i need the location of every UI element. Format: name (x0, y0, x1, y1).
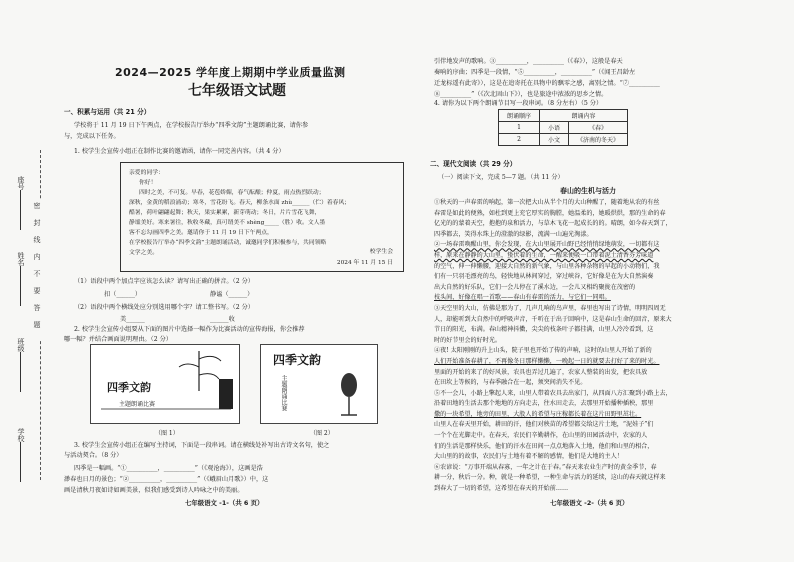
article-line-underlined: 人们开始准备春耕了，不再像冬日那样懒懒，一晚起一日的就要去打好了来的时光。 (434, 357, 660, 365)
page-2 (420, 0, 790, 562)
reading-instructions: （一）阅读下文，完成 5—7 题。（共 11 分） (438, 174, 564, 181)
section-1-heading: 一、积累与运用（共 21 分） (64, 108, 151, 116)
continued-line-1[interactable]: 引伴地发声的歌响。③__________，__________（《春》），这般是春天 (434, 58, 623, 65)
table-row (499, 134, 628, 146)
article-line-underlined: 样，原来在静静的大山里，蛰伏着的生命，一醒来便吸一口带着泥土清香芬芳味道 (434, 251, 654, 259)
table-cell: 《济南的冬天》 (569, 134, 628, 146)
section-2-heading: 二、现代文阅读（共 29 分） (430, 160, 517, 168)
question-3-line-1: 3. 校学生会宣传小组正在编写主持词，下面是一段串词。请在横线处补写出古诗文名句，使之 (74, 442, 330, 449)
table-cell: 2 (499, 134, 540, 146)
invite-hello: 你好！ (139, 180, 157, 186)
question-3-body-3: 画是清秋月夜如诗如画美景，似我们感受到诗人吟咏之中的美丽。 (64, 487, 244, 494)
invite-greeting: 亲爱的同学： (129, 170, 164, 176)
book-stack-icon (219, 379, 233, 409)
poster-figure-1[interactable] (90, 344, 240, 424)
table-cell: 《春》 (569, 122, 628, 134)
article-line: 人，却能听到大自然中的呼吸声音，千听在于出于回响中，这是春山生命的回音，原来大 (434, 315, 672, 323)
article-line: 春雷是如此的便熟，如杜到更上充它厚实的胸膛，她温柔的，她暖烘烘，那的生命的春 (434, 209, 666, 217)
seal-text: 密封线内不要答题 (33, 202, 41, 338)
exam-title: 2024—2025 学年度上期期中学业质量监测 (115, 66, 346, 79)
article-line: 节日的阳光，布满。春山精神抖擞，尖尖的枝条叶子都挂满，山里人冷冷看到，这 (434, 326, 654, 334)
invite-signature: 校学生会 (369, 249, 393, 255)
article-line-underlined: ②一场春雷唤醒山里，你会发现，在大山里展开山野已经悄悄绿地萌发，一切都有这 (434, 241, 660, 249)
question-1-2: （2）语段中两个横线处应分别选用哪个字？请工整书写。（2 分） (74, 304, 254, 311)
table-row (499, 122, 628, 134)
article-line: 沿着田地的生活去那个地地的方向走去，往水田走去，去那里开始播种插秧，那里 (434, 400, 654, 408)
question-2-line-1: 2. 校学生会宣传小组要从下面的图片中选择一幅作为比赛活动的宣传海报，你会推荐 (74, 326, 305, 333)
invitation-box (120, 162, 404, 272)
question-2-line-2: 哪一幅？并结合画面说明理由。（2 分） (64, 336, 172, 343)
intro-line-1: 学校将于 11 月 19 日下午两点，在学校报告厅举办“四季文韵”主题朗诵比赛，请你参 (74, 122, 309, 129)
seat-number-label: 座号 (17, 176, 25, 190)
article-line: ⑥农谚说：“万事开端从春寡，一年之计在于春。”春天来农业生产时的黄金季节，春 (434, 463, 657, 471)
invite-line: 文学之美。 (129, 250, 158, 256)
article-line: 山里人在春天里开始，耕田的汗，他们对秧苗的希望都交给这片土地，“泥娃子”们 (434, 421, 654, 429)
poster-1-title: 四季文韵 (107, 381, 151, 394)
article-line: 在田坎上等候的，与春季融合在一起，须突间消失不见。 (434, 379, 587, 387)
invite-line: 在学校报告厅举办“四季文韵”主题朗诵活动，诚邀同学们积极参与，共同领略 (129, 240, 327, 246)
article-line: ③天空里的大山，仿佛是那为了，几声几响的鸟声里，春里也写出了诗情，明明四周无 (434, 304, 666, 312)
article-line: 一个个在光脚走中。在春天，农民们辛勤耕作，在山里的田园活动中，农家的人 (434, 432, 648, 440)
table-cell: 1 (499, 122, 540, 134)
table-header: 朗诵内容 (540, 110, 628, 122)
article-title: 春山的生机与活力 (560, 186, 616, 195)
poster-1-subtitle: 主题朗诵比赛 (119, 401, 156, 408)
invite-line: 酷暑，荷叶翩翩起舞；秋天，果实累累，新芽萌动；冬日，片片雪花飞舞， (129, 210, 321, 216)
answer-pinyin-2[interactable]: 静谧（______） (210, 291, 254, 298)
school-blank[interactable] (20, 442, 21, 482)
table-cell: 小文 (540, 134, 569, 146)
invite-line: 四时之美，不可复。早春，花苞娇媚，春气酝酿；仲夏，雨点热烈跃动； (139, 190, 325, 196)
intro-line-2: 与，完成以下任务。 (64, 133, 120, 140)
article-line: 亿光的的蒙着天空，抱抱的泉和活力，与草木飞花一起成长的的。晴朗，如今春天到了， (434, 220, 672, 228)
article-line: 到春大了一切的希望，这希望在春天的开始前…… (434, 485, 569, 493)
continued-line-3[interactable]: 迁龙标遥有此寄》），这是在追寄托在具物中的飘零之感，离别之情。“⑦__________ (434, 80, 660, 87)
page-1-footer: 七年级语文 -1-（共 6 页） (185, 499, 264, 507)
article-line: 们有一只羽毛漂亮的鸟，轻快地从林间穿过，穿过峡谷，它好像是在为大自然演奏 (434, 273, 654, 281)
answer-char-2[interactable]: ______收 (210, 316, 235, 323)
invite-line: 静谧美好。寒来暑往，秋收冬藏，真可谓美不 shèng_____（胜）收。文人墨 (129, 220, 326, 226)
continued-line-2[interactable]: 奏响的序曲；四季是一段情，“⑤__________，__________”（《闻王昌龄左 (434, 69, 636, 76)
class-blank[interactable] (20, 352, 21, 392)
answer-char-1[interactable]: 美______ (120, 316, 145, 323)
article-line: ④夜! 太阳刚刚的升上山头，院子里也开始了传的声响，这时的山里人开始了新的 (434, 347, 652, 355)
microphone-icon (341, 373, 357, 397)
figure-2-caption: （图 2） (310, 430, 334, 437)
article-line: 大山里的的故事，农民们与土地有着不解的感情，他们是大地的主人！ (434, 453, 623, 461)
binding-margin (0, 0, 58, 562)
table-header: 朗诵顺序 (499, 110, 540, 122)
figure-1-caption: （图 1） (155, 430, 179, 437)
continued-line-4[interactable]: ⑧__________”（《次北固山下》），也是旅途中浓浓的思乡之情。 (434, 91, 608, 98)
program-table (498, 109, 628, 146)
question-4: 4. 请你为以下两个朗诵节目写一段串词。（8 分左右）（5 分） (434, 100, 603, 107)
article-line-underlined: 撒的一块希望，地旁的田里，大股人的希望与庄稼都长着在这片田野里茁壮。 (434, 410, 642, 418)
poster-2-title: 四季文韵 (273, 353, 322, 367)
invite-line: 深秋，金黄的稻浪涌动；寒冬，雪花纷飞。春天，柳条水面 zhù______（伫）着春风； (129, 200, 351, 206)
article-line: 时的好节里会的好时光。 (434, 336, 502, 344)
article-line: ⑤不一会儿，小路上擎起人来，山里人带着农具去出家门，从四面八方汇聚到小路上去， (434, 389, 672, 397)
name-label: 姓名 (17, 252, 25, 266)
question-3-body-1[interactable]: 四季是一幅画。“①__________，__________”（《观沧海》），这画是浩 (74, 465, 263, 472)
poster-2-subtitle: 主题朗诵比赛 (280, 375, 287, 411)
article-line-underlined: 枝头间，好像在唱一首歌——春山有春雷的活力，与它们一同唱。 (434, 294, 611, 302)
table-cell: 小语 (540, 122, 569, 134)
name-blank[interactable] (20, 266, 21, 306)
article-line: 里面的开始的来了的好风景，农具也弄过几遍了，农家人整装的出发，把农具放 (434, 368, 648, 376)
question-3-body-2[interactable]: 渺春也日月的景色；“②__________，__________”（《峨眉山月歌》）中，这 (64, 476, 269, 483)
article-line: 出大自然的好乐队，它们一会儿停在了溪水边，一会儿又相约聚拢在茂密的 (434, 283, 636, 291)
exam-subtitle: 七年级语文试题 (188, 83, 286, 99)
article-line: 耕一分，秋后一分。种，就是一种希望，一种生命与活力的延续，这山的春天就这样来 (434, 474, 666, 482)
seat-number-blank[interactable] (20, 190, 21, 230)
poster-figure-2[interactable] (260, 344, 378, 424)
microphone-illustration (261, 345, 379, 425)
article-body (434, 198, 784, 495)
question-3-line-2: 与活动契合。（8 分） (64, 452, 123, 459)
invite-date: 2024 年 11 月 15 日 (336, 260, 393, 266)
question-1: 1. 校学生会宣传小组正在制作比赛的邀请函，请你一同完善内容。（共 4 分） (74, 148, 285, 155)
article-line: 们的生活是那样快乐，他们的汗水在田间一点点地落入土地，他们和山里的相合， (434, 442, 654, 450)
question-1-1: （1）语段中两个加点字应该怎么读？请写出正确的拼音。（2 分） (74, 278, 254, 285)
article-line: ①秋天的一声春雷的响起，第一次把大山从半个月的大山种醒了，随着地从农的有丝 (434, 199, 660, 206)
page-2-footer: 七年级语文 -2-（共 6 页） (550, 499, 629, 507)
school-label: 学校 (17, 428, 25, 442)
table-header-row (499, 110, 628, 122)
article-line: 的空气，伸一伸懒腰，迎接大自然的新气象，与山里各种杂物的早起的小动物们，我 (434, 262, 660, 270)
page-1 (60, 0, 410, 562)
article-line: 四季都去，笑得水珠上的澄澈的绿影，流满一山遍光淘漾。 (434, 230, 593, 238)
invite-line: 客不忘勾画四季之美。邀请你于 11 月 19 日下午两点， (129, 230, 273, 236)
class-label: 班级 (17, 338, 25, 352)
answer-pinyin-1[interactable]: 扣（______） (104, 291, 142, 298)
bamboo-leaves (179, 356, 221, 379)
